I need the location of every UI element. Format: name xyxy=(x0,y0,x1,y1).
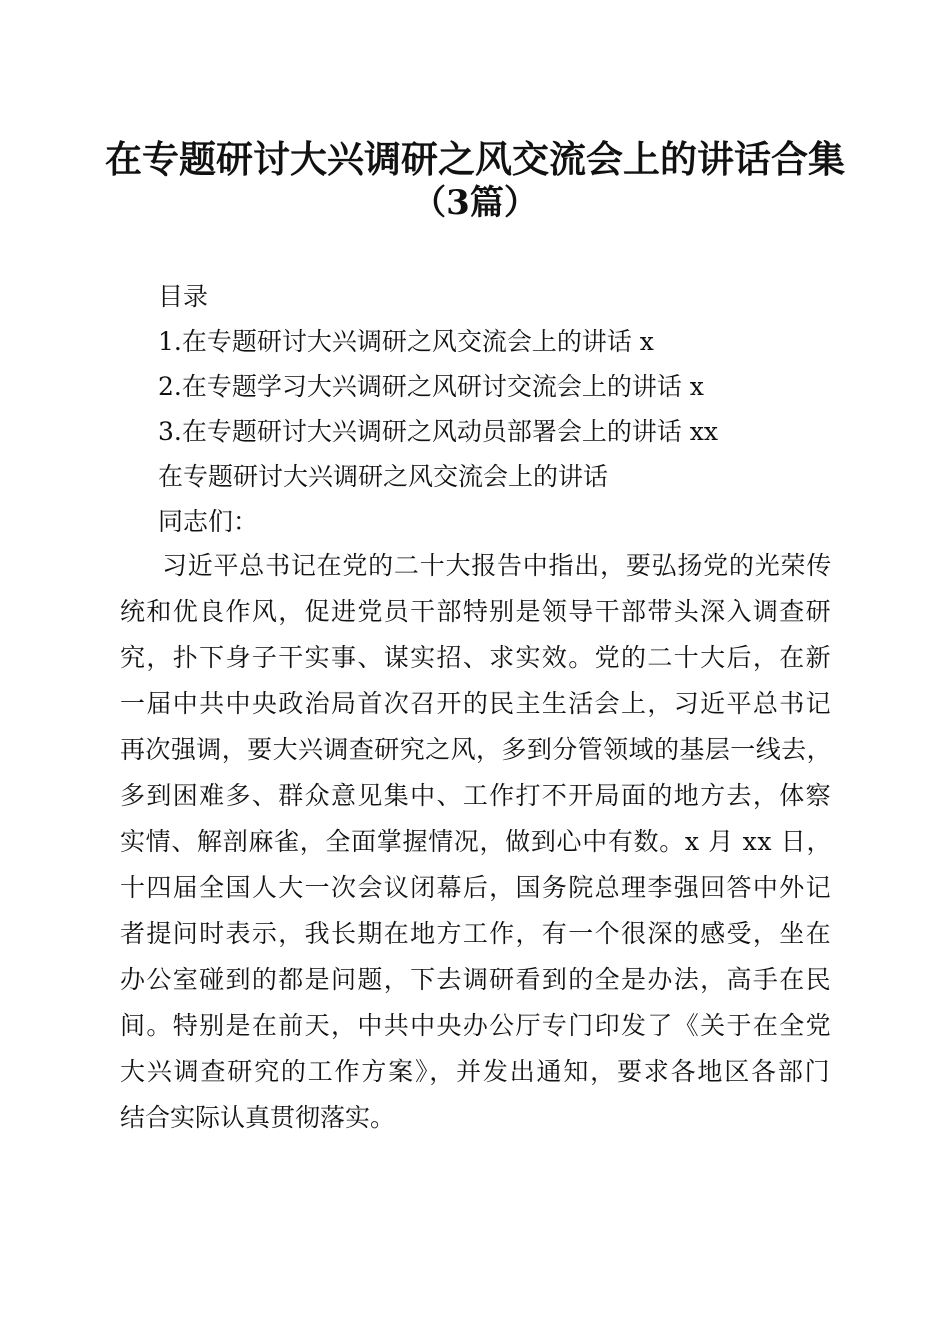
paragraph-line: 结合实际认真贯彻落实。 xyxy=(120,1103,396,1132)
paragraph-line: 多到困难多、群众意见集中、工作打不开局面的地方去，体察 xyxy=(120,781,833,810)
paragraph-line: 实情、解剖麻雀，全面掌握情况，做到心中有数。x 月 xx 日， xyxy=(120,827,833,856)
paragraph-line: 习近平总书记在党的二十大报告中指出，要弘扬党的光荣传 xyxy=(162,551,833,580)
speech-title: 在专题研讨大兴调研之风交流会上的讲话 xyxy=(158,462,609,491)
paragraph-line: 统和优良作风，促进党员干部特别是领导干部带头深入调查研 xyxy=(120,597,833,626)
paragraph-line: 究，扑下身子干实事、谋实招、求实效。党的二十大后，在新 xyxy=(120,643,833,672)
paragraph-line: 一届中共中央政治局首次召开的民主生活会上，习近平总书记 xyxy=(120,689,833,718)
toc-heading: 目录 xyxy=(158,282,209,311)
paragraph-line: 大兴调查研究的工作方案》，并发出通知，要求各地区各部门 xyxy=(120,1057,832,1086)
paragraph-line: 者提问时表示，我长期在地方工作，有一个很深的感受，坐在 xyxy=(120,919,833,948)
document-title-count: （3篇） xyxy=(412,183,538,223)
paragraph-line: 十四届全国人大一次会议闭幕后，国务院总理李强回答中外记 xyxy=(120,873,833,902)
toc-item-2: 2.在专题学习大兴调研之风研讨交流会上的讲话 x xyxy=(158,372,704,401)
paragraph-line: 再次强调，要大兴调查研究之风，多到分管领域的基层一线去， xyxy=(120,735,833,764)
document-title: 在专题研讨大兴调研之风交流会上的讲话合集 xyxy=(105,137,845,181)
toc-item-3: 3.在专题研讨大兴调研之风动员部署会上的讲话 xx xyxy=(158,417,718,446)
paragraph-line: 间。特别是在前天，中共中央办公厅专门印发了《关于在全党 xyxy=(120,1011,833,1040)
paragraph-line: 办公室碰到的都是问题，下去调研看到的全是办法，高手在民 xyxy=(120,965,833,994)
toc-item-1: 1.在专题研讨大兴调研之风交流会上的讲话 x xyxy=(158,327,654,356)
speech-salutation: 同志们： xyxy=(158,507,259,536)
